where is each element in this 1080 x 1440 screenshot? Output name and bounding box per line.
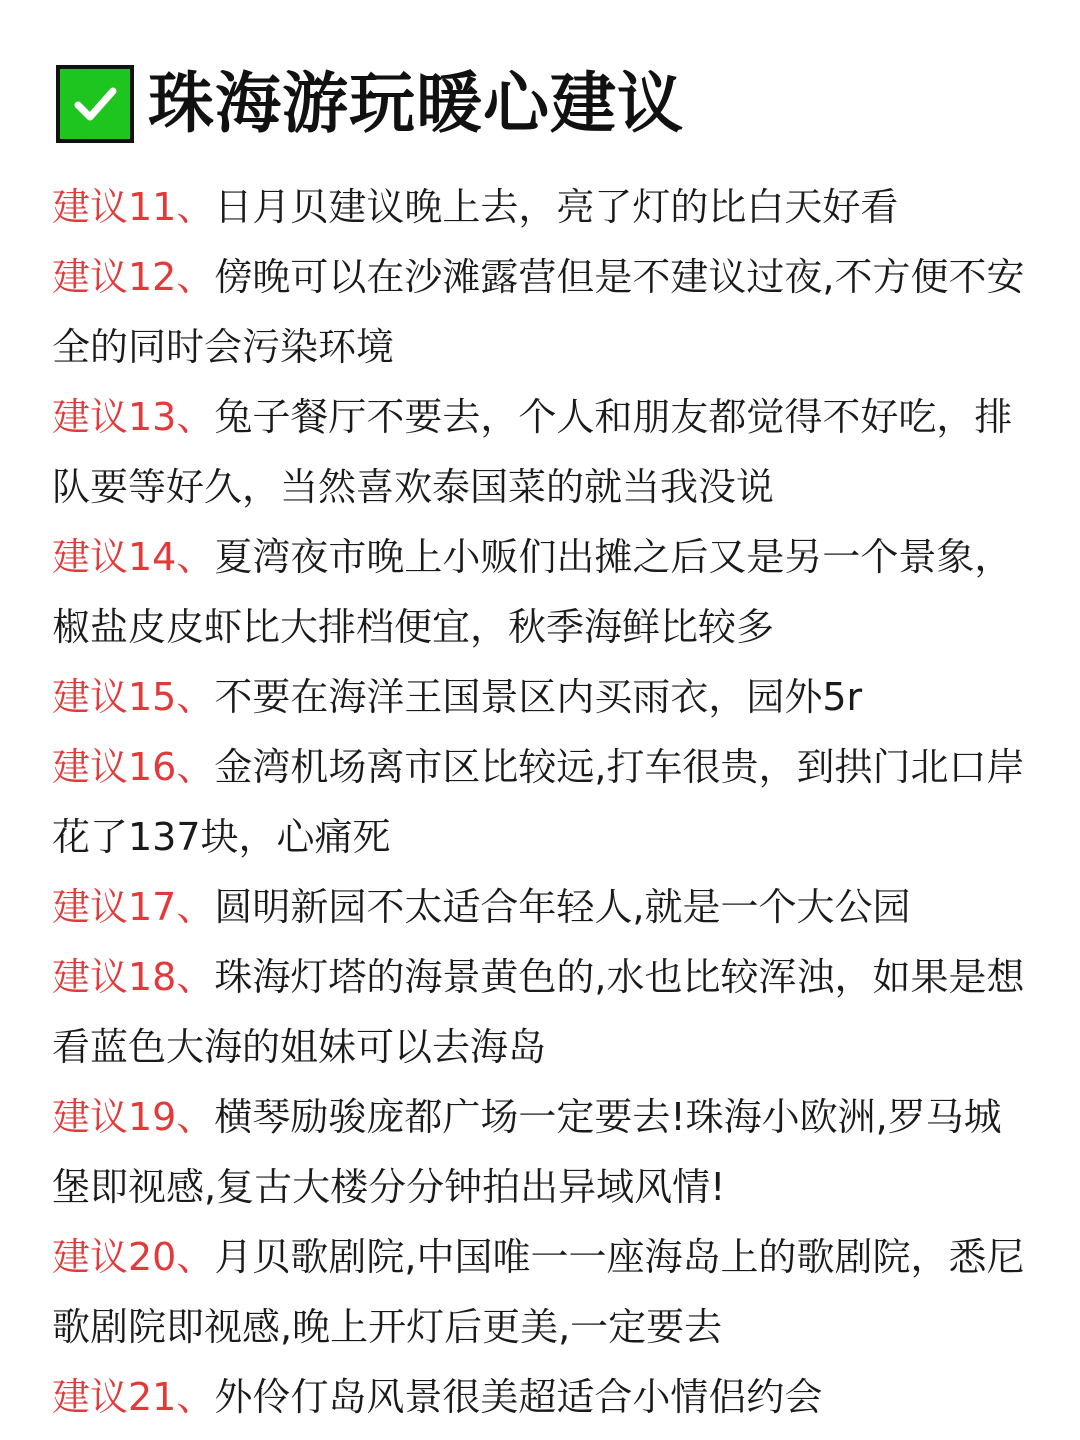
suggestion-label: 建议13、 bbox=[52, 395, 215, 439]
suggestion-label: 建议11、 bbox=[52, 185, 215, 229]
suggestion-label: 建议16、 bbox=[52, 745, 215, 789]
suggestion-text: 兔子餐厅不要去，个人和朋友都觉得不好吃，排队要等好久，当然喜欢泰国菜的就当我没说 bbox=[52, 395, 1013, 509]
list-item bbox=[52, 732, 1032, 872]
suggestion-text: 傍晚可以在沙滩露营但是不建议过夜,不方便不安全的同时会污染环境 bbox=[52, 255, 1025, 369]
suggestion-label: 建议17、 bbox=[52, 885, 215, 929]
check-mark-glyph bbox=[70, 79, 120, 129]
page-title: 珠海游玩暖心建议 bbox=[148, 65, 684, 142]
suggestion-text: 珠海灯塔的海景黄色的,水也比较浑浊，如果是想看蓝色大海的姐妹可以去海岛 bbox=[52, 955, 1025, 1069]
list-item bbox=[52, 1082, 1032, 1222]
check-mark-icon bbox=[56, 65, 134, 143]
list-item bbox=[52, 242, 1032, 382]
list-item bbox=[52, 1222, 1032, 1362]
suggestion-text: 夏湾夜市晚上小贩们出摊之后又是另一个景象，椒盐皮皮虾比大排档便宜，秋季海鲜比较多 bbox=[52, 535, 1013, 649]
list-item bbox=[52, 522, 1032, 662]
suggestion-text: 日月贝建议晚上去，亮了灯的比白天好看 bbox=[214, 185, 899, 229]
suggestion-text: 月贝歌剧院,中国唯一一座海岛上的歌剧院，悉尼歌剧院即视感,晚上开灯后更美,一定要去 bbox=[52, 1235, 1025, 1349]
suggestion-label: 建议15、 bbox=[52, 675, 215, 719]
suggestion-label: 建议21、 bbox=[52, 1375, 215, 1419]
suggestion-text: 圆明新园不太适合年轻人,就是一个大公园 bbox=[214, 885, 911, 929]
suggestion-text: 金湾机场离市区比较远,打车很贵，到拱门北口岸花了137块，心痛死 bbox=[52, 745, 1025, 859]
list-item bbox=[52, 172, 1032, 242]
list-item bbox=[52, 872, 1032, 942]
list-item bbox=[52, 942, 1032, 1082]
suggestion-text: 不要在海洋王国景区内买雨衣，园外5r bbox=[214, 675, 863, 719]
suggestion-label: 建议20、 bbox=[52, 1235, 215, 1279]
suggestion-list bbox=[52, 172, 1032, 1432]
suggestion-label: 建议19、 bbox=[52, 1095, 215, 1139]
suggestion-label: 建议18、 bbox=[52, 955, 215, 999]
suggestion-text: 外伶仃岛风景很美超适合小情侣约会 bbox=[214, 1375, 823, 1419]
suggestion-label: 建议12、 bbox=[52, 255, 215, 299]
list-item bbox=[52, 1362, 1032, 1432]
suggestion-label: 建议14、 bbox=[52, 535, 215, 579]
header bbox=[56, 62, 684, 146]
suggestion-text: 横琴励骏庞都广场一定要去!珠海小欧洲,罗马城堡即视感,复古大楼分分钟拍出异域风情! bbox=[52, 1095, 1002, 1209]
list-item bbox=[52, 662, 1032, 732]
list-item bbox=[52, 382, 1032, 522]
